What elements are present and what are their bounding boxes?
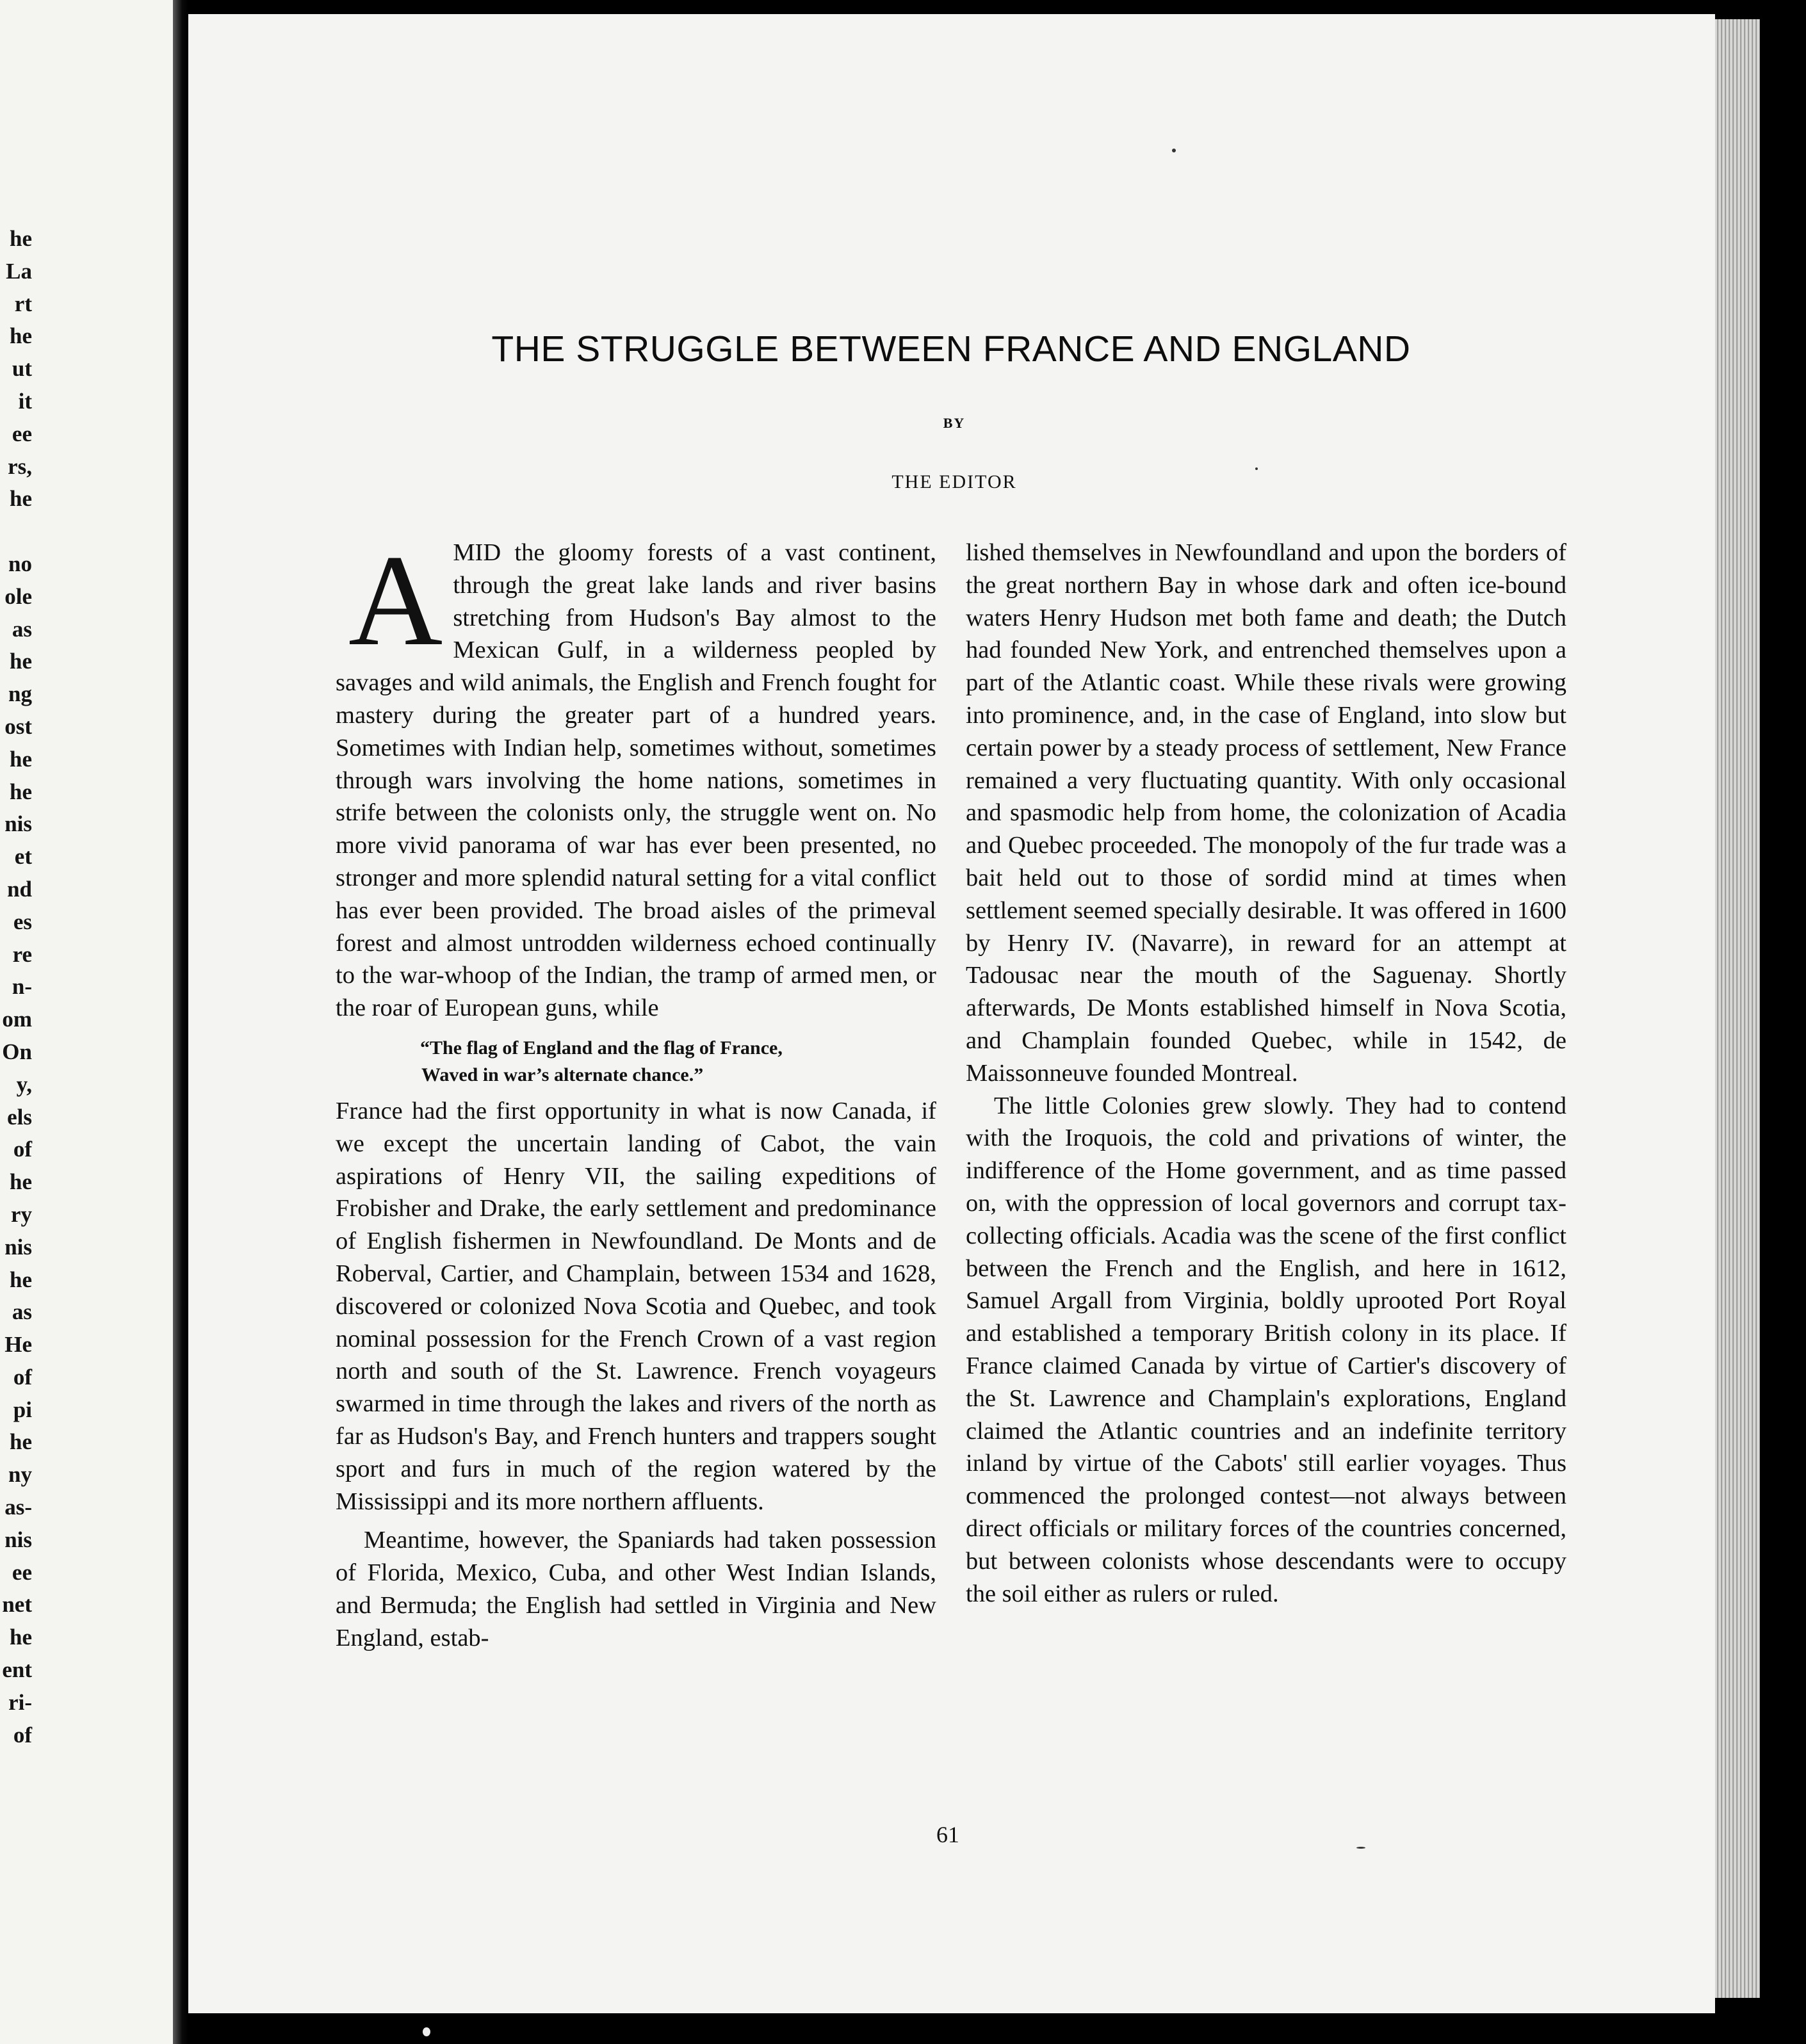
facing-page-text-fragments — [0, 223, 32, 1751]
page-stack-edge — [1715, 19, 1760, 1998]
facing-page-fragment: as- — [4, 1495, 32, 1520]
facing-page-fragment: rt — [14, 291, 32, 316]
facing-page-fragment: ent — [2, 1657, 32, 1683]
book-gutter — [173, 0, 188, 2044]
paragraph-opening-text: MID the gloomy forests of a vast continent, through the great lake lands and river basins stretching from Hudson's Bay almost to the Mexican Gulf, in a wilderness peopled by savages and wild animals, the English and French fought for mastery during the greater part of a hundred years. Sometimes with Indian help, sometimes without, sometimes through wars involving the home nations, sometimes in strife between the colonists only, the struggle went on. No more vivid panorama of war has ever been presented, no stronger and more splendid natural setting for a vital conflict has ever been provided. The broad aisles of the primeval forest and almost untrodden wilderness echoed continually to the war-whoop of the Indian, the tramp of armed men, or the roar of European guns, while — [336, 539, 936, 1022]
facing-page-fragment: ost — [4, 713, 32, 739]
facing-page-fragment: net — [2, 1592, 32, 1618]
facing-page-fragment: La — [6, 258, 32, 284]
facing-page-fragment: as — [12, 616, 32, 642]
byline-label: BY — [943, 415, 966, 431]
facing-page-fragment: On — [2, 1039, 32, 1064]
verse-line-1: “The flag of England and the flag of France, — [420, 1037, 783, 1058]
facing-page-fragment: re — [12, 941, 32, 967]
facing-page-fragment: he — [10, 1267, 32, 1292]
facing-page-fragment: he — [10, 226, 32, 251]
facing-page-fragment: et — [14, 844, 32, 870]
facing-page-fragment: rs, — [8, 453, 32, 479]
facing-page-fragment: no — [8, 551, 32, 576]
scan-speck — [1356, 1847, 1365, 1849]
verse-line-2: Waved in war’s alternate chance.” — [421, 1064, 704, 1085]
facing-page-fragment: ole — [4, 583, 32, 609]
scan-speck — [1255, 467, 1258, 470]
facing-page-fragment: ri- — [8, 1689, 32, 1715]
facing-page-fragment: ny — [8, 1462, 32, 1488]
paragraph-meantime-continued: lished themselves in Newfoundland and upon the borders of the great northern Bay in whose dark and often ice-bound waters Henry Hudson met both fame and death; the Dutch had founded New York, and entrenched themselves upon a part of the Atlantic coast. While these rivals were growing into prominence, and, in the case of England, into slow but certain power by a steady process of settlement, New France remained a very fluctuating quantity. With only occasional and spasmodic help from home, the colonization of Acadia and Quebec proceeded. The monopoly of the fur trade was a bait held out to those of sordid mind at times when settlement seemed specially desirable. It was offered in 1600 by Henry IV. (Navarre), in reward for an attempt at Tadousac near the mouth of the Saguenay. Shortly afterwards, De Monts established himself in Nova Scotia, and Champlain founded Quebec, while in 1542, de Maissonneuve founded Montreal. — [966, 539, 1566, 1087]
facing-page-fragment: es — [13, 909, 32, 934]
scan-top-edge — [188, 0, 1757, 14]
facing-page-fragment: of — [13, 1722, 32, 1748]
scan-speck — [1172, 149, 1176, 152]
facing-page-fragment: as — [12, 1299, 32, 1325]
paragraph-continued: France had the first opportunity in what is now Canada, if we except the uncertain landing of Cabot, the vain aspirations of Henry VII, the sailing expeditions of Frobisher and Drake, the early settlement and predominance of English fishermen in Newfoundland. De Monts and de Roberval, Cartier, and Champlain, between 1534 and 1628, discovered or colonized Nova Scotia and Quebec, and took nominal possession for the French Crown of a vast region north and south of the St. Lawrence. French voyageurs swarmed in time through the lakes and rivers of the north as far as Hudson's Bay, and French hunters and trappers sought sport and furs in much of the region watered by the Mississippi and its more northern affluents. — [336, 1097, 936, 1515]
facing-page-fragment: els — [7, 1104, 32, 1130]
quoted-verse — [420, 1035, 936, 1089]
facing-page-fragment: ry — [10, 1201, 32, 1227]
page-number: 61 — [936, 1822, 959, 1847]
facing-page-fragment: he — [10, 323, 32, 349]
facing-page-fragment: it — [18, 388, 32, 414]
facing-page-fragment: pi — [13, 1397, 32, 1422]
facing-page-fragment: of — [13, 1364, 32, 1390]
facing-page-fragment: nis — [4, 811, 32, 837]
facing-page-fragment: he — [10, 1169, 32, 1195]
facing-page-fragment: om — [2, 1007, 32, 1032]
facing-page-fragment: ut — [12, 356, 32, 382]
paragraph-meantime: Meantime, however, the Spaniards had taken possession of Florida, Mexico, Cuba, and other West Indian Islands, and Bermuda; the English had settled in Virginia and New England, estab- — [336, 1527, 936, 1651]
facing-page-fragment: he — [10, 1625, 32, 1650]
facing-page-left — [0, 0, 173, 2044]
drop-cap: A — [348, 528, 443, 673]
facing-page-fragment: nis — [4, 1527, 32, 1552]
facing-page-fragment: nis — [4, 1234, 32, 1260]
facing-page-fragment: of — [13, 1137, 32, 1162]
facing-page-fragment: he — [10, 649, 32, 674]
facing-page-fragment: he — [10, 779, 32, 804]
facing-page-fragment: he — [10, 746, 32, 772]
facing-page-fragment: y, — [16, 1071, 32, 1097]
text-column-left — [336, 528, 936, 1655]
scan-right-edge — [1760, 0, 1806, 2044]
text-column-right — [966, 537, 1566, 1610]
facing-page-fragment: nd — [7, 876, 32, 902]
facing-page-fragment — [0, 515, 32, 548]
facing-page-fragment: ee — [12, 421, 32, 446]
scan-speck — [423, 2027, 430, 2036]
facing-page-fragment: he — [10, 486, 32, 512]
facing-page-fragment: he — [10, 1429, 32, 1455]
article-title: THE STRUGGLE BETWEEN FRANCE AND ENGLAND — [491, 328, 1411, 369]
paragraph-opening — [336, 528, 936, 1025]
facing-page-fragment: n- — [12, 974, 32, 1000]
article-author: THE EDITOR — [891, 471, 1017, 492]
facing-page-fragment: He — [4, 1332, 32, 1358]
facing-page-fragment: ee — [12, 1559, 32, 1585]
facing-page-fragment: ng — [8, 681, 32, 707]
paragraph-colonies: The little Colonies grew slowly. They had to contend with the Iroquois, the cold and privations of winter, the indifference of the Home government, and as time passed on, with the oppression of local governors and corrupt tax-collecting officials. Acadia was the scene of the first conflict between the French and the English, and here in 1612, Samuel Argall from Virginia, boldly uprooted Port Royal and established a temporary British colony in its place. If France claimed Canada by virtue of Cartier's discovery of the St. Lawrence and Champlain's explorations, England claimed the Atlantic countries and an indefinite territory inland by virtue of the Cabots' still earlier voyages. Thus commenced the prolonged contest—not always between direct officials or military forces of the countries concerned, but between colonists whose descendants were to occupy the soil either as rulers or ruled. — [966, 1092, 1566, 1607]
